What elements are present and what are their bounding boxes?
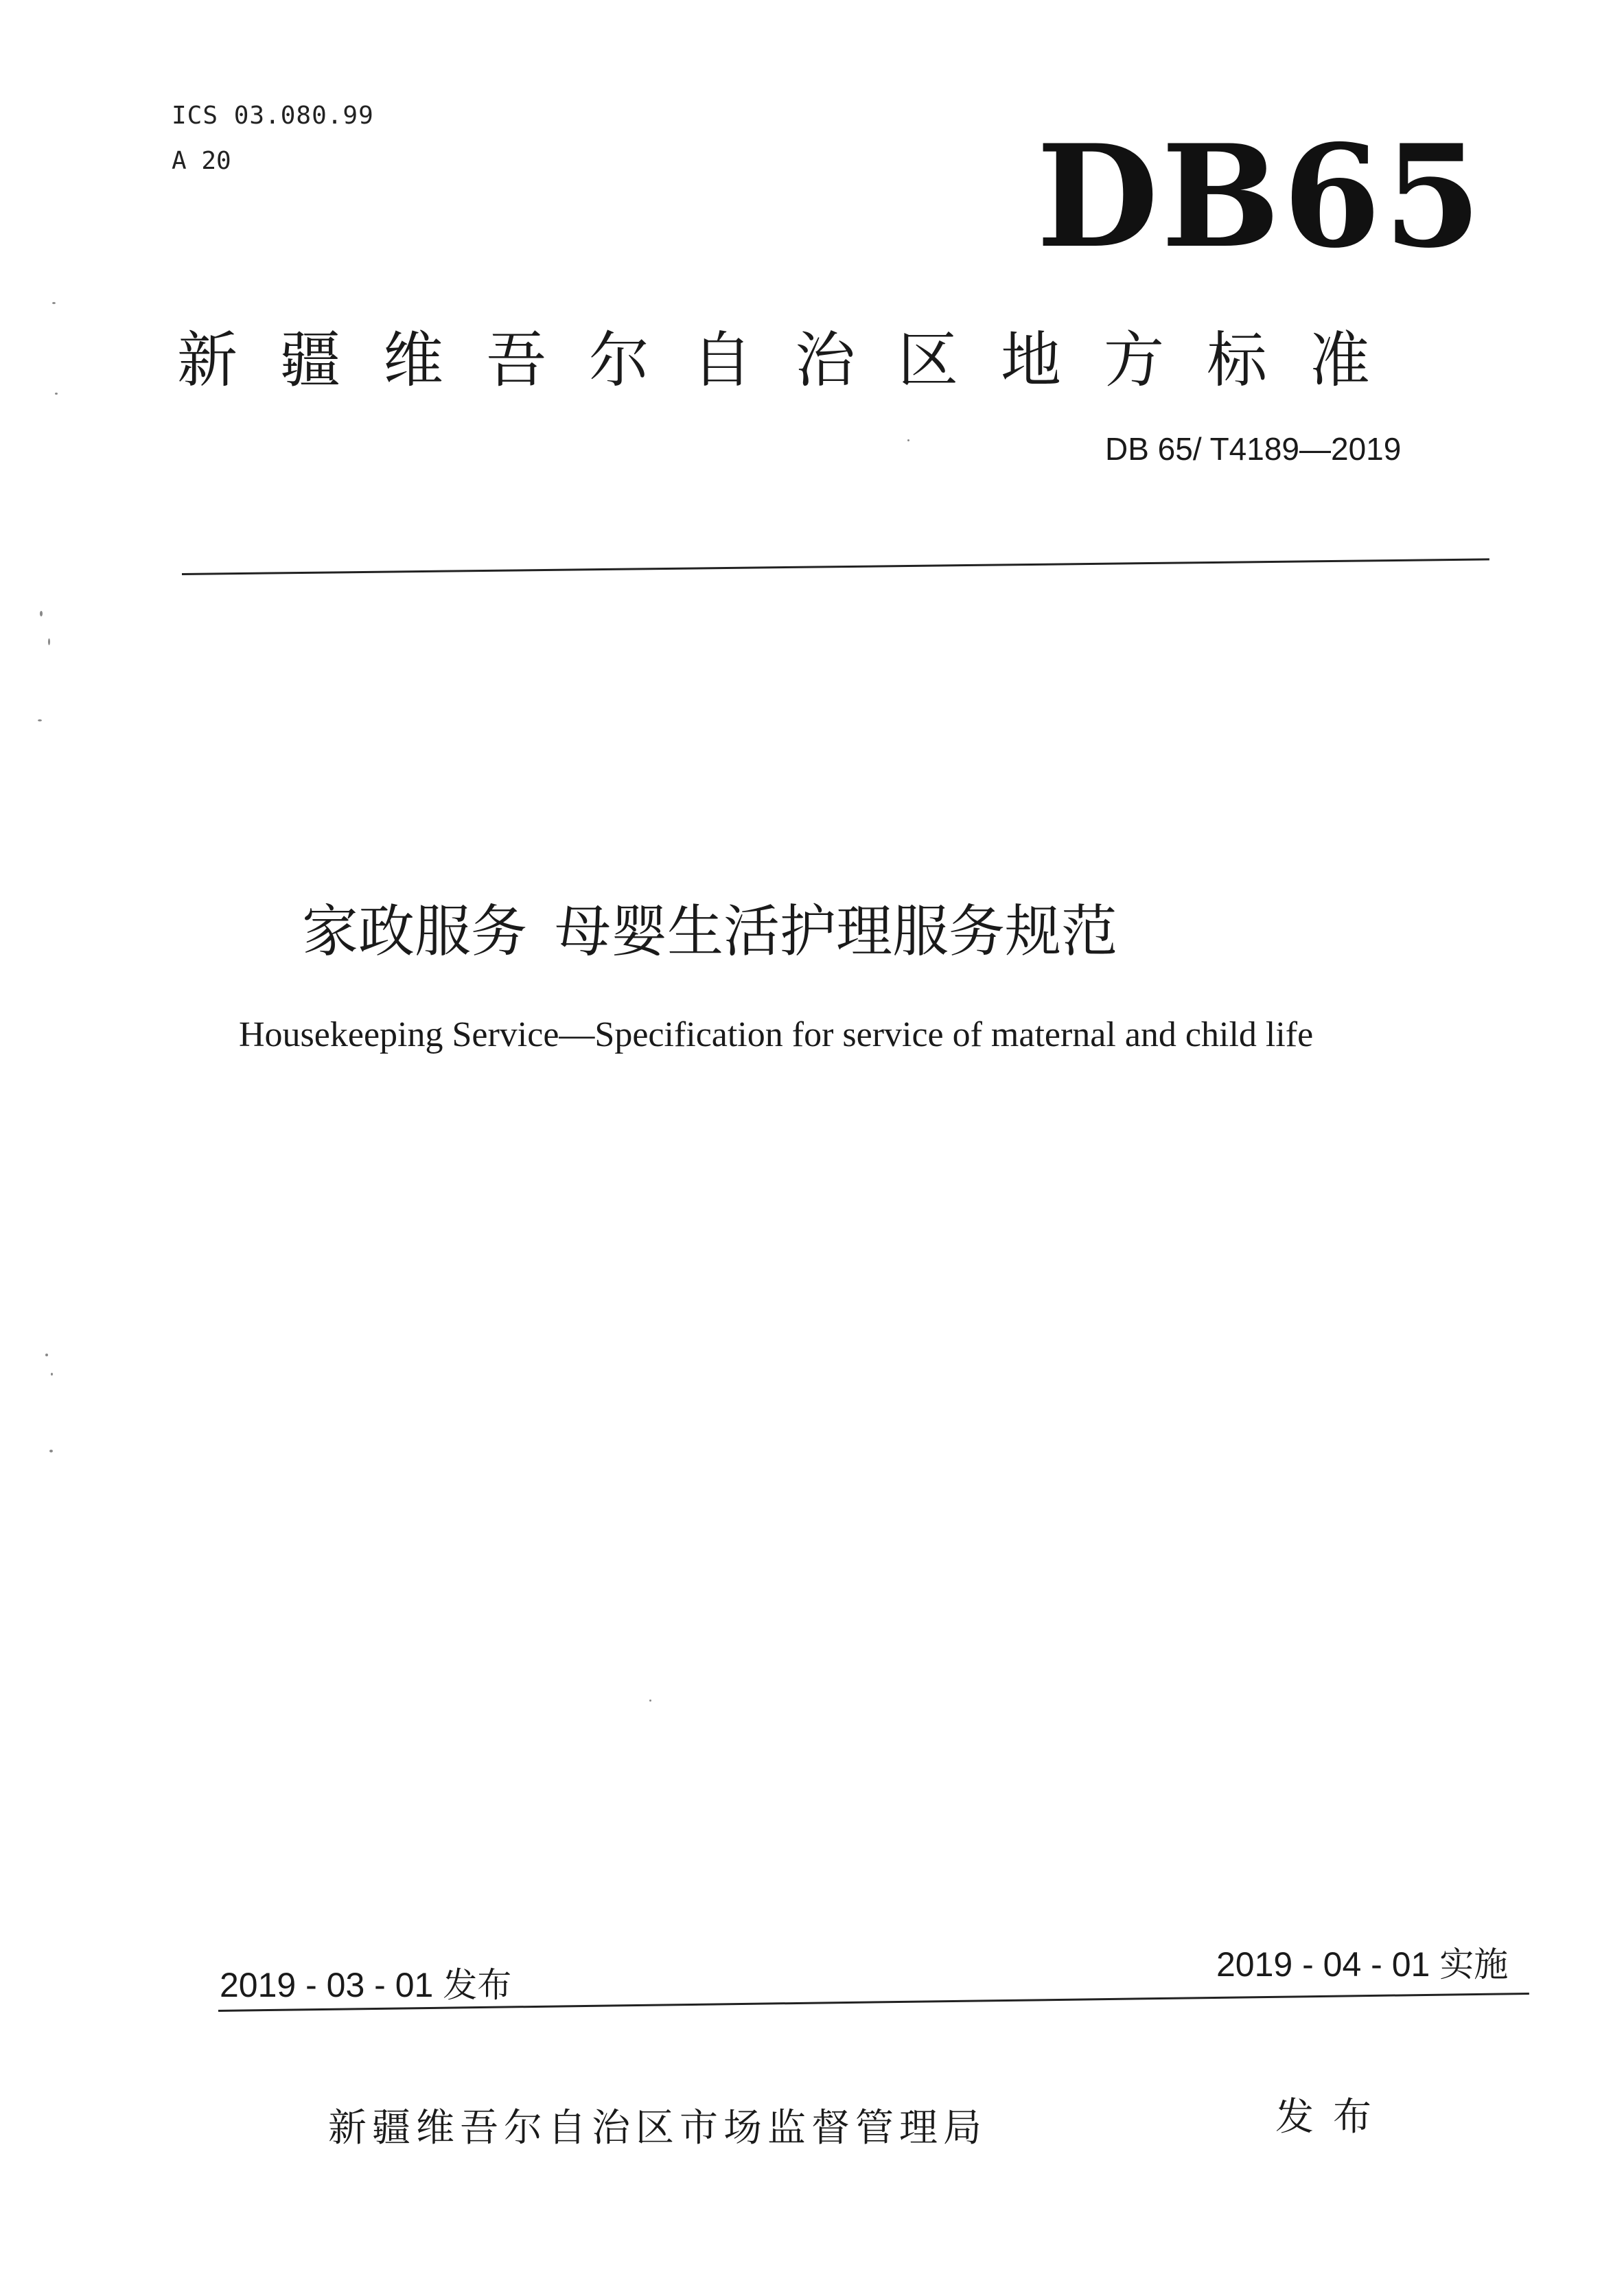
standard-type: 新疆维吾尔自治区地方标准 <box>177 325 1413 395</box>
implement-date: 2019 - 04 - 01 实施 <box>1216 1945 1509 1984</box>
standard-logo: DB65 <box>1036 115 1485 279</box>
standard-number: DB 65/ T4189—2019 <box>1105 431 1402 467</box>
publish-date: 2019 - 03 - 01 发布 <box>220 1966 512 2004</box>
document-title-english: Housekeeping Service—Specification for service of maternal and child life <box>239 1015 1314 1054</box>
issue-label: 发布 <box>1275 2095 1391 2140</box>
scan-speck <box>49 1450 53 1452</box>
scan-speck <box>649 1700 651 1702</box>
scan-speck <box>38 719 42 721</box>
scan-speck <box>55 393 58 395</box>
scan-speck <box>45 1354 48 1356</box>
scan-speck <box>52 302 56 304</box>
ics-code: ICS 03.080.99 <box>172 102 374 130</box>
scan-speck <box>51 1373 53 1376</box>
title-chinese-part2: 母婴生活护理服务规范 <box>555 899 1118 964</box>
scan-speck <box>907 439 909 441</box>
header-divider <box>182 558 1489 575</box>
document-title-chinese <box>302 887 1117 967</box>
title-chinese-part1: 家政服务 <box>302 899 528 964</box>
scan-speck <box>48 638 50 645</box>
scan-speck <box>40 611 43 616</box>
ccs-code: A 20 <box>172 147 231 175</box>
issuing-authority: 新疆维吾尔自治区市场监督管理局 <box>328 2106 987 2150</box>
